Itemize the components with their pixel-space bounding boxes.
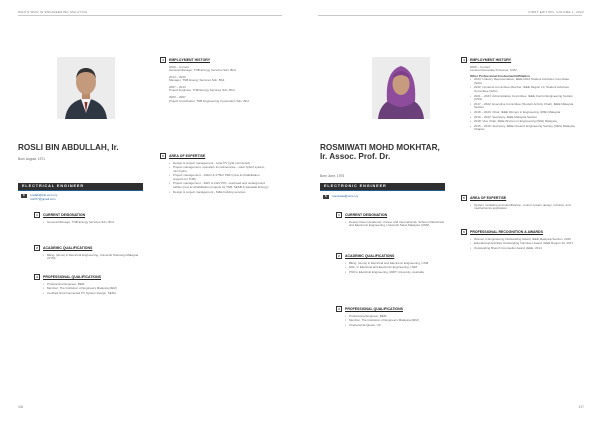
list-item: • Member, The Institution of Engineers Malaysia (IEM) <box>43 287 144 291</box>
section-number: 3 <box>34 274 40 280</box>
section-academic-qualifications <box>34 245 144 262</box>
list-item: • BEng. (Hons) in Electrical and Electronic Engineering, USM <box>345 262 446 266</box>
entry-period: 2009 – Current <box>470 64 491 69</box>
section-title: AREA OF EXPERTISE <box>470 196 507 200</box>
list-item: • Design & project management - M&E building services <box>169 191 270 195</box>
list-item: • BEng. (Hons) in Electrical Engineering, Universiti Teknologi Malaysia (UTM) <box>43 254 144 261</box>
list-item: • Deputy Dean (Academic, Career and International), School of Electrical and Electronic Engineering, Universiti Sains Malaysia (USM) <box>345 221 446 228</box>
section-professional-recognition-awards <box>461 229 577 251</box>
list-item: • 2021 – 2023: Administrative Committee, IEEE Control Engineering Society (CSS) <box>470 95 577 102</box>
section-employment-history <box>160 57 270 106</box>
list-item: • 2015 – 2016: Secretary, IEEE Oceanic Engineering Society (OES) Malaysia Chapter <box>470 125 577 132</box>
entry-period: 2000 – 2007 <box>169 95 186 100</box>
list-item: • 2018: Vice Chair, IEEE Women in Engineering (WIE) Malaysia <box>470 120 577 124</box>
employment-entry <box>169 96 270 103</box>
section-number: 2 <box>336 253 342 259</box>
person-name: ROSMIWATI MOHD MOKHTAR, Ir. Assoc. Prof. Dr. <box>320 143 440 162</box>
section-number: 3 <box>336 306 342 312</box>
email-link[interactable]: rosli77@gmail.com <box>30 196 56 201</box>
header-rule-right <box>318 15 582 16</box>
section-number: 5 <box>160 153 166 159</box>
section-number: 6 <box>461 229 467 235</box>
accent-line <box>18 190 143 191</box>
section-title: PROFESSIONAL RECOGNITION & AWARDS <box>470 230 543 234</box>
entry-period: 2007 – 2013 <box>169 84 186 89</box>
entry-role: Project Engineer, TNB Energy Services Sdn. Bhd. <box>169 88 236 93</box>
list-item: • Certified Grid-Connected PV System Design, SEDA <box>43 292 144 296</box>
section-title: EMPLOYMENT HISTORY <box>470 58 512 62</box>
entry-period: 2020 – Current <box>169 64 190 69</box>
list-item: • MSc. in Electrical and Electronic Engineering, USM <box>345 266 446 270</box>
employment-entry <box>169 76 270 83</box>
role-banner: ELECTRICAL ENGINEER <box>18 183 143 190</box>
email-icon: E <box>323 195 329 199</box>
list-item: • General Manager, TNB Energy Services Sdn. Bhd. <box>43 221 144 225</box>
section-number: 1 <box>336 212 342 218</box>
section-number: 1 <box>34 212 40 218</box>
entry-role: Lecturer/Associate Professor, USM <box>470 68 517 73</box>
section-number: 4 <box>461 57 467 63</box>
page-number: 437 <box>578 405 584 409</box>
section-current-designation <box>34 212 144 225</box>
accent-line <box>320 190 445 191</box>
list-item: • Professional Engineer, BEM <box>43 283 144 287</box>
section-title: EMPLOYMENT HISTORY <box>169 58 211 62</box>
list-item: • 2023: Industry Representative, IEEE MGA Student Activities Committee (SAC) <box>470 78 577 85</box>
list-item: • Professional Engineer, BEM <box>345 315 446 319</box>
role-banner: ELECTRONIC ENGINEER <box>320 183 445 190</box>
section-professional-qualifications <box>336 306 446 328</box>
running-header-right: FIRST EDITION, VOLUME 1, 2022 <box>528 10 584 14</box>
list-item: • System modelling and identification, control system design, robotics, and mechatronics application <box>470 204 577 211</box>
list-item: • PhD in Electrical Engineering, RMIT University, Australia <box>345 271 446 275</box>
birth-date: Born August, 1971 <box>18 157 46 161</box>
birth-date: Born June, 1975 <box>320 174 345 178</box>
list-item: • 2018 – 2020: Chair, IEEE Women in Engineering (WIE) Malaysia <box>470 111 577 115</box>
section-title: AREA OF EXPERTISE <box>169 154 206 158</box>
employment-entry <box>169 86 270 93</box>
page-number: 436 <box>18 405 24 409</box>
running-header-left: WHO'S WHO IN ENGINEERING MALAYSIA <box>18 10 88 14</box>
section-number: 2 <box>34 245 40 251</box>
section-title: PROFESSIONAL QUALIFICATIONS <box>345 307 404 311</box>
section-professional-qualifications <box>34 274 144 296</box>
list-item: • Educational Activities Outstanding Volunteer Award, IEEE Region 10, 2017 <box>470 242 577 246</box>
section-title: ACADEMIC QUALIFICATIONS <box>43 246 93 250</box>
email-icon: E <box>21 194 27 198</box>
employment-entry <box>169 66 270 73</box>
section-academic-qualifications <box>336 253 446 275</box>
list-item: • Chartered Engineer, UK <box>345 324 446 328</box>
portrait-photo-rosli <box>57 57 115 119</box>
portrait-photo-rosmiwati <box>372 57 430 119</box>
list-item: • Outstanding Branch Counsellor Award, IEEE, 2014 <box>470 247 577 251</box>
list-item: • Project management - 33kV & 11kV PPL, overhead and underground cables (new & rehabilitation projects for TNB, SESB & Sarawak Energy) <box>169 182 270 189</box>
entry-period: 2013 – 2020 <box>169 74 186 79</box>
list-item: • 2019 – 2022: Secretary, IEEE Malaysia Section <box>470 116 577 120</box>
entry-role: Manager, TNB Energy Services Sdn. Bhd. <box>169 78 225 83</box>
section-current-designation <box>336 212 446 229</box>
list-item: • Project management, operation & maintenance - solar hybrid system, mini hydro <box>169 166 270 173</box>
section-employment-history <box>461 57 577 133</box>
section-title: CURRENT DESIGNATION <box>345 213 388 217</box>
list-item: • 2017 – 2022: Executive Committee (Student Activity Chair), IEEE Malaysia Section <box>470 103 577 110</box>
entry-role: General Manager, TNB Energy Services Sdn. Bhd. <box>169 68 237 73</box>
list-item: • Member, The Institution of Engineers Malaysia (IEM) <box>345 319 446 323</box>
email-link[interactable]: rosmiwati@usm.my <box>332 194 359 198</box>
person-name: ROSLI BIN ABDULLAH, Ir. <box>18 143 119 152</box>
section-number: 5 <box>461 195 467 201</box>
section-title: PROFESSIONAL QUALIFICATIONS <box>43 275 102 279</box>
list-item: • Project management - 132kV & 275kV PMU (new & rehabilitation projects for TNB) <box>169 174 270 181</box>
email-link[interactable]: rosliab@tnb.com.my <box>30 193 58 197</box>
list-item: • 2022: Contents Committee Member, IEEE Region 10, Student Activities Committee (SAC) <box>470 86 577 93</box>
header-rule-left <box>18 15 282 16</box>
section-number: 4 <box>160 57 166 63</box>
email-block <box>323 195 358 199</box>
section-area-of-expertise <box>160 153 270 195</box>
list-item: • Women in Engineering Outstanding Award, IEEE Malaysia Section, 2020 <box>470 238 577 242</box>
email-block <box>21 194 57 201</box>
subheading-affiliations: Other Professional Involvement/Affiliation <box>470 73 530 78</box>
section-title: ACADEMIC QUALIFICATIONS <box>345 254 395 258</box>
list-item: • Design & project management - solar PV (grid-connected) <box>169 162 270 166</box>
section-area-of-expertise <box>461 195 577 212</box>
entry-role: Project Coordinator, TNB Engineering Corporation Sdn. Bhd. <box>169 98 250 103</box>
section-title: CURRENT DESIGNATION <box>43 213 86 217</box>
